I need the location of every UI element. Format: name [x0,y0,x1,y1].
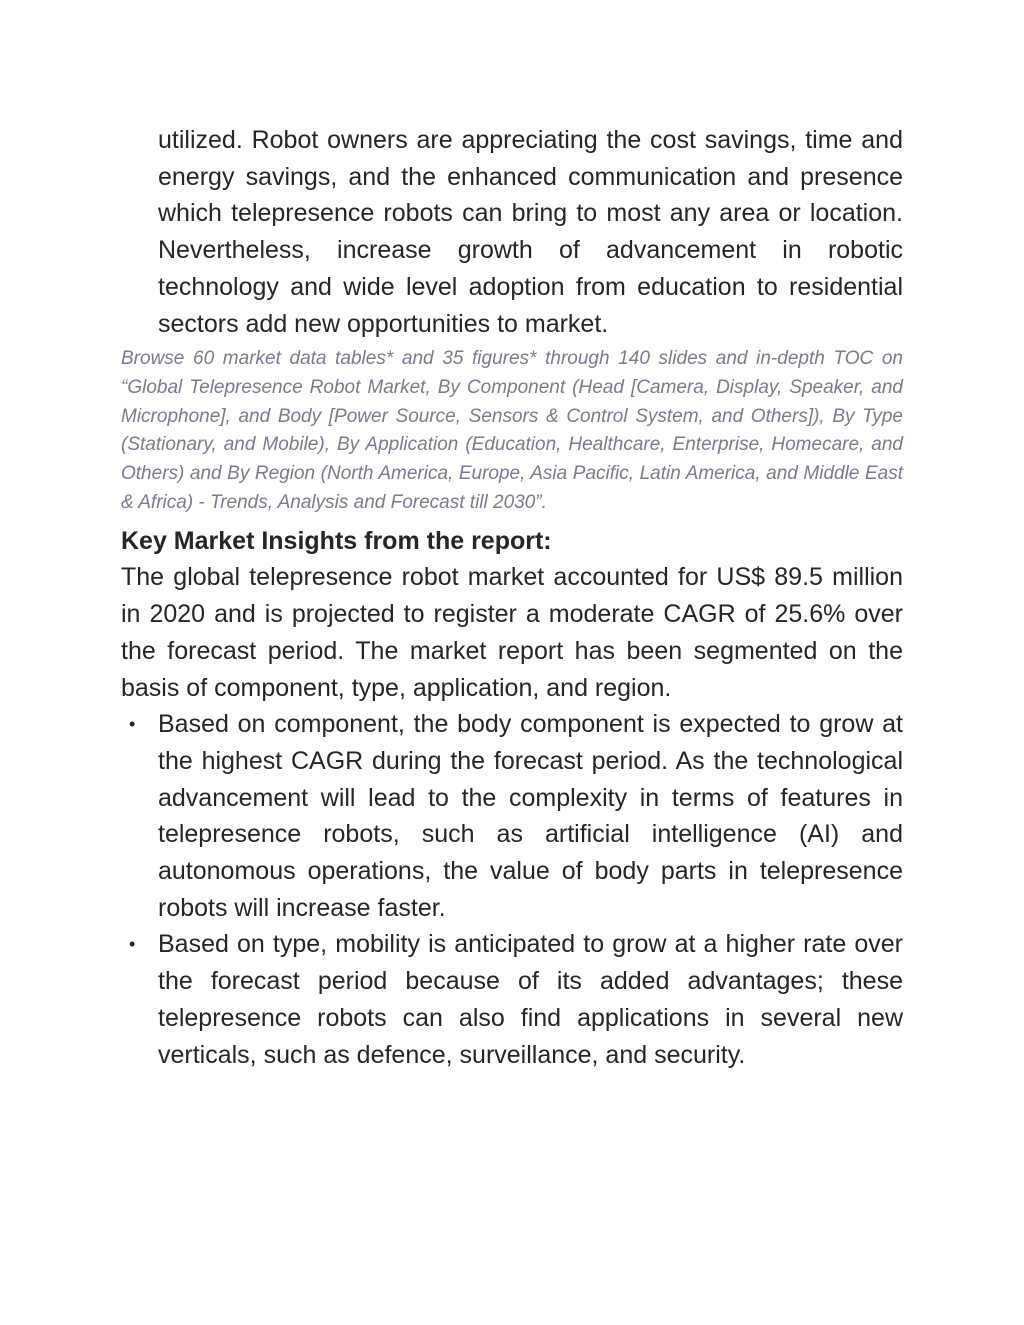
bullet-icon: • [129,934,136,955]
list-item-text: Based on type, mobility is anticipated to grow at a higher rate over the forecast period because of its added advantages; these telepresence robots can also find applications in several new verticals, such as defence, surveillance, and security. [158,930,903,1069]
bullet-icon: • [129,714,136,735]
intro-paragraph: utilized. Robot owners are appreciating the cost savings, time and energy savings, and the enhanced communication and presence which telepresence robots can bring to most any area or location. Nevertheless, increase growth of advancement in robotic technology and wide level adoption from education to residential sectors add new opportunities to market. [158,126,903,338]
list-item-text: Based on component, the body component is expected to grow at the highest CAGR during the forecast period. As the technological advancement will lead to the complexity in terms of features in telepresence robots, such as artificial intelligence (AI) and autonomous operations, the value of body parts in telepresence robots will increase faster. [158,710,903,922]
section-heading: Key Market Insights from the report: [121,527,552,556]
browse-note: Browse 60 market data tables* and 35 figures* through 140 slides and in-depth TOC on “Global Telepresence Robot Market, By Component (Head [Camera, Display, Speaker, and Microphone], and Body [Power Source, Sensors & Control System, and Others]), By Type (Stationary, and Mobile), By Application (Education, Healthcare, Enterprise, Homecare, and Others) and By Region (North America, Europe, Asia Pacific, Latin America, and Middle East & Africa) - Trends, Analysis and Forecast till 2030”. [121,348,903,513]
summary-paragraph: The global telepresence robot market accounted for US$ 89.5 million in 2020 and is projected to register a moderate CAGR of 25.6% over the forecast period. The market report has been segmented on the basis of component, type, application, and region. [121,563,903,702]
document-page [121,122,903,1073]
list-item [121,706,903,926]
insights-list [121,706,903,1073]
list-item [121,926,903,1073]
